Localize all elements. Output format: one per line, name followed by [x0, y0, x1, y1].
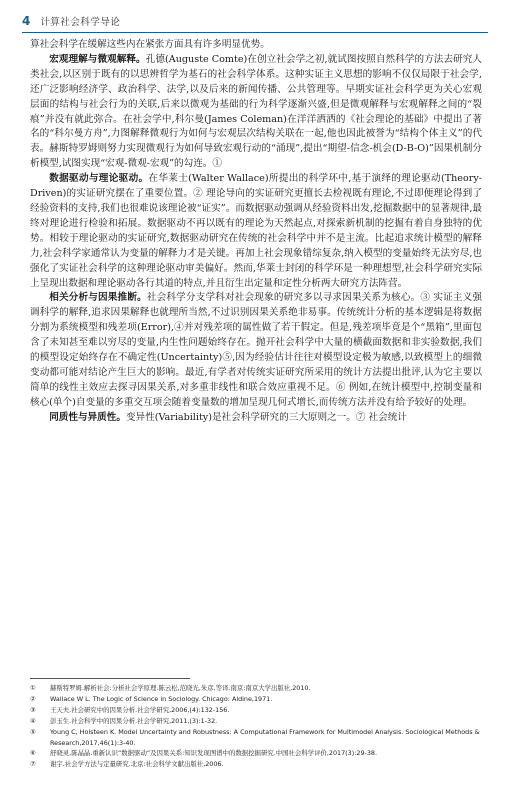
footnote: [30, 694, 482, 705]
paragraph-text: 算社会科学在缓解这些内在紧张方面具有许多明显优势。: [30, 39, 270, 50]
paragraph: [30, 53, 482, 172]
paragraph-text: 在华莱士(Walter Wallace)所提出的科学环中,基于演绎的理论驱动(Theory-Driven)的实证研究摆在了重要位置。② 理论导向的实证研究更擅长去检视既有理论,不过即便理论得到了经验资料的支持,我们也很难说该理论被“证实”。而数据驱动强调从经验资料出发,挖掘数据中的显著规律,最终对理论进行检验和拓展。数据驱动不再以既有的理论为天然起点,对探索新机制的挖掘有着自身独特的优势。相较于理论驱动的实证研究,数据驱动研究在传统的社会科学中并不是主流。比起追求统计模型的解释力,社会科学家通常认为变量的解释力才是关键。再加上社会现象错综复杂,纳入模型的变量始终无法穷尽,也强化了实证社会科学的这种理论驱动审美偏好。然而,华莱士封闭的科学环是一种理想型,社会科学研究实际上呈现出数据和理论驱动各行其道的特点,并且衍生出定量和定性分析两大研究方法阵营。: [30, 173, 482, 289]
footnote-mark: ⑥: [30, 749, 36, 758]
footnote-mark: ⑦: [30, 760, 36, 769]
footnote: [30, 759, 482, 770]
footnote-mark: ②: [30, 694, 36, 703]
body-text: [30, 38, 482, 426]
paragraph: [30, 411, 482, 426]
footnote-text: Wallace W L. The Logic of Science in Sociology. Chicago: Aldine,1971.: [50, 694, 273, 703]
footnote-mark: ③: [30, 705, 36, 714]
footnotes: [30, 683, 482, 770]
paragraph-lead: 数据驱动与理论驱动。: [49, 173, 149, 185]
footnote: [30, 748, 482, 759]
footnote-rule: [30, 678, 190, 679]
paragraph-text: 变异性(Variability)是社会科学研究的三大原则之一。⑦ 社会统计: [125, 411, 407, 423]
paragraph: [30, 38, 482, 53]
book-title: 计算社会科学导论: [40, 17, 121, 28]
paragraph-lead: 相关分析与因果推断。: [49, 292, 147, 304]
paragraph-lead: 宏观理解与微观解释。: [49, 53, 146, 65]
footnote: [30, 727, 482, 749]
footnote-text: 王天夫.社会研究中的因果分析.社会学研究,2006,(4):132-156.: [50, 705, 230, 714]
paragraph: [30, 172, 482, 291]
header-rule: [22, 32, 488, 33]
page-number: 4: [22, 14, 31, 28]
footnote-text: 舒晓灵,陈晶晶.重新认识“数据驱动”及因果关系:知识发现图谱中的数据挖掘研究.中国社会科学评价,2017(3):29-38.: [50, 749, 377, 758]
footnote-text: 彭玉生.社会科学中的因果分析.社会学研究,2011,(3):1-32.: [50, 716, 218, 725]
paragraph-text: 社会科学分支学科对社会现象的研究多以寻求因果关系为核心。③ 实证主义强调科学的解释,追求因果解释也就理所当然,不过识别因果关系绝非易事。传统统计分析的基本逻辑是将数据分割为系统模型和残差项(Error),④并对残差项的属性做了若干假定。但是,残差项毕竟是个“黑箱”,里面包含了未知甚至难以穷尽的变量,内生性问题始终存在。抛开社会科学中大量的横截面数据和非实验数据,我们的模型设定始终存在不确定性(Uncertainty)⑤,因为经验估计往往对模型设定极为敏感,以致模型上的细微变动都可能对结论产生巨大的影响。最近,有学者对传统实证研究所采用的统计方法提出批评,认为它主要以简单的线性主效应去探寻因果关系,对多重非线性和联合效应重视不足。⑥ 例如,在统计模型中,控制变量和核心(单个)自变量的多重交互项会随着变量数的增加呈现几何式增长,而传统方法并没有给予较好的处理。: [30, 292, 482, 408]
footnote-mark: ④: [30, 716, 36, 725]
footnote-mark: ⑤: [30, 727, 36, 736]
paragraph-lead: 同质性与异质性。: [49, 411, 126, 423]
footnote-text: 谢宇.社会学方法与定量研究.北京:社会科学文献出版社,2006.: [50, 760, 224, 769]
footnote-mark: ①: [30, 684, 36, 692]
running-header: [22, 10, 488, 32]
footnote-text: 赫斯特罗姆.解析社会:分析社会学原理.陈云松,范晓光,朱彦,等译.南京:南京大学出版社,2010.: [50, 684, 311, 692]
paragraph: [30, 291, 482, 410]
footnote-text: Young C, Holsteen K. Model Uncertainty and Robustness: A Computational Framework for Multimodel Analysis. Sociological Methods & Research,2017,46(1):3-40.: [50, 727, 480, 747]
footnote: [30, 705, 482, 716]
footnote: [30, 716, 482, 727]
footnote: [30, 683, 482, 694]
paragraph-text: 孔德(Auguste Comte)在创立社会学之初,就试图按照自然科学的方法去研究人类社会,以区别于既有的以思辨哲学为基石的社会科学体系。这种实证主义思想的影响不仅仅局限于社会学,还广泛影响经济学、政治科学、法学,以及后来的新闻传播、公共管理等。早期实证社会科学更为关心宏观层面的结构与社会行为的关联,后来以微观为基础的行为科学逐渐兴盛,但是微观解释与宏观解释之间的“裂痕”并没有就此弥合。在社会学中,科尔曼(James Coleman)在洋洋洒洒的《社会理论的基础》中提出了著名的“科尔曼方舟”,力图解释微观行为如何与宏观层次结构关联在一起,他也因此被誉为“结构个体主义”的代表。赫斯特罗姆则努力实现微观行为如何导致宏观行动的“涌现”,提出“期望-信念-机会(D-B-O)”因果机制分析模型,试图实现“宏观-微观-宏观”的勾连。①: [30, 53, 483, 170]
